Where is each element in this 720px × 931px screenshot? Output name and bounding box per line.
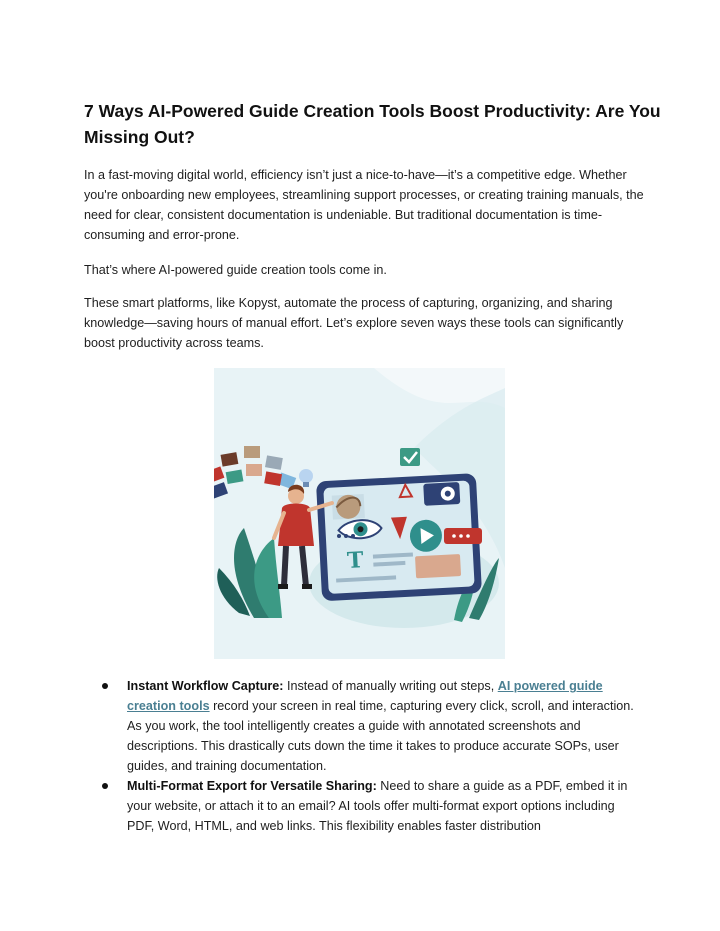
bullet-heading: Multi-Format Export for Versatile Sharing: [127, 779, 377, 793]
list-item [84, 776, 644, 836]
ai-guide-tools-link[interactable]: AI powered guide creation tools [127, 679, 603, 713]
bullet-text: Need to share a guide as a PDF, embed it in your website, or attach it to an email? AI tools offer multi-format export options including PDF, Word, HTML, and web links. This flexibility enables faster distribution [127, 779, 628, 833]
kopyst-paragraph: These smart platforms, like Kopyst, automate the process of capturing, organizing, and sharing knowledge—saving hours of manual effort. Let’s explore seven ways these tools can significantly boost productivity across teams. [84, 296, 624, 350]
page-title: 7 Ways AI-Powered Guide Creation Tools Boost Productivity: Are You Missing Out? [84, 101, 661, 147]
bullet-heading: Instant Workflow Capture: [127, 679, 284, 693]
feature-list [84, 676, 644, 836]
intro-paragraph: In a fast-moving digital world, efficiency isn’t just a nice-to-have—it’s a competitive edge. Whether you're onboarding new employees, streamlining support processes, or creating training manuals, the need for clear, consistent documentation is undeniable. But traditional documentation is time-consuming and error-prone. [84, 168, 644, 242]
bullet-text: record your screen in real time, capturing every click, scroll, and interaction. As you work, the tool intelligently creates a guide with annotated screenshots and descriptions. This drastically cuts down the time it takes to produce accurate SOPs, user guides, and training documentation. [127, 699, 634, 773]
bullet-text: Instead of manually writing out steps, [283, 679, 498, 693]
list-item [84, 676, 644, 776]
svg-text:T: T [346, 547, 365, 574]
bullet-icon [102, 683, 108, 689]
guide-creation-illustration [214, 368, 505, 659]
bullet-icon [102, 783, 108, 789]
tools-intro-paragraph: That’s where AI-powered guide creation tools come in. [84, 263, 387, 277]
